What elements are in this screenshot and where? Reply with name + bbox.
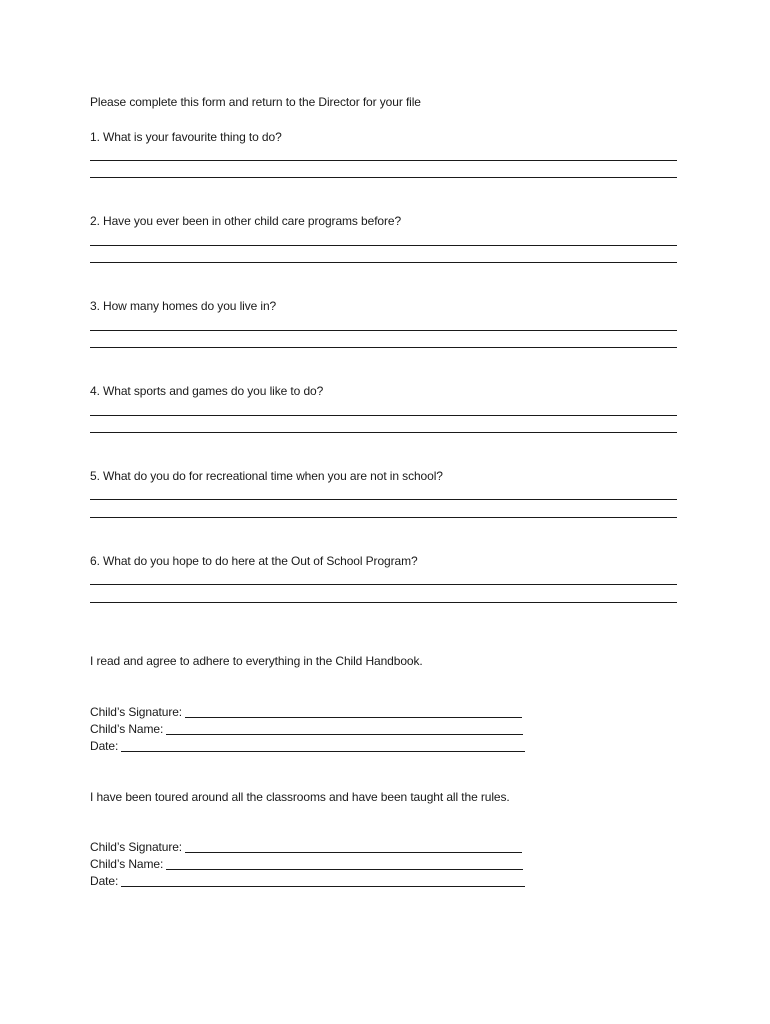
tour-signature-row <box>90 839 522 855</box>
question-1-label: 1. What is your favourite thing to do? <box>90 130 282 144</box>
tour-date-label: Date: <box>90 874 119 888</box>
question-6-label: 6. What do you hope to do here at the Out of School Program? <box>90 554 418 568</box>
tour-name-label: Child’s Name: <box>90 857 164 871</box>
question-3-answer-line-2[interactable] <box>90 347 677 348</box>
question-4-label: 4. What sports and games do you like to do? <box>90 384 324 398</box>
tour-date-field[interactable] <box>121 874 525 887</box>
handbook-signature-row <box>90 704 522 720</box>
question-4-answer-line-1[interactable] <box>90 415 677 416</box>
handbook-date-label: Date: <box>90 739 119 753</box>
handbook-name-row <box>90 721 523 737</box>
handbook-name-label: Child’s Name: <box>90 722 164 736</box>
tour-name-row <box>90 856 523 872</box>
handbook-agreement-statement: I read and agree to adhere to everything in the Child Handbook. <box>90 654 423 668</box>
handbook-signature-field[interactable] <box>185 705 522 718</box>
handbook-date-row <box>90 738 525 754</box>
question-5-label: 5. What do you do for recreational time when you are not in school? <box>90 469 443 483</box>
question-1-answer-line-1[interactable] <box>90 160 677 161</box>
form-instructions: Please complete this form and return to the Director for your file <box>90 95 421 109</box>
question-4-answer-line-2[interactable] <box>90 432 677 433</box>
tour-signature-label: Child’s Signature: <box>90 840 183 854</box>
tour-date-row <box>90 873 525 889</box>
question-2-answer-line-1[interactable] <box>90 245 677 246</box>
question-2-label: 2. Have you ever been in other child care programs before? <box>90 214 402 228</box>
tour-agreement-statement: I have been toured around all the classrooms and have been taught all the rules. <box>90 790 510 804</box>
tour-signature-field[interactable] <box>185 840 522 853</box>
question-3-answer-line-1[interactable] <box>90 330 677 331</box>
handbook-signature-label: Child’s Signature: <box>90 705 183 719</box>
handbook-date-field[interactable] <box>121 739 525 752</box>
question-1-answer-line-2[interactable] <box>90 177 677 178</box>
tour-name-field[interactable] <box>166 857 523 870</box>
question-6-answer-line-1[interactable] <box>90 584 677 585</box>
question-5-answer-line-1[interactable] <box>90 499 677 500</box>
question-6-answer-line-2[interactable] <box>90 602 677 603</box>
question-3-label: 3. How many homes do you live in? <box>90 299 277 313</box>
handbook-name-field[interactable] <box>166 722 523 735</box>
question-5-answer-line-2[interactable] <box>90 517 677 518</box>
question-2-answer-line-2[interactable] <box>90 262 677 263</box>
